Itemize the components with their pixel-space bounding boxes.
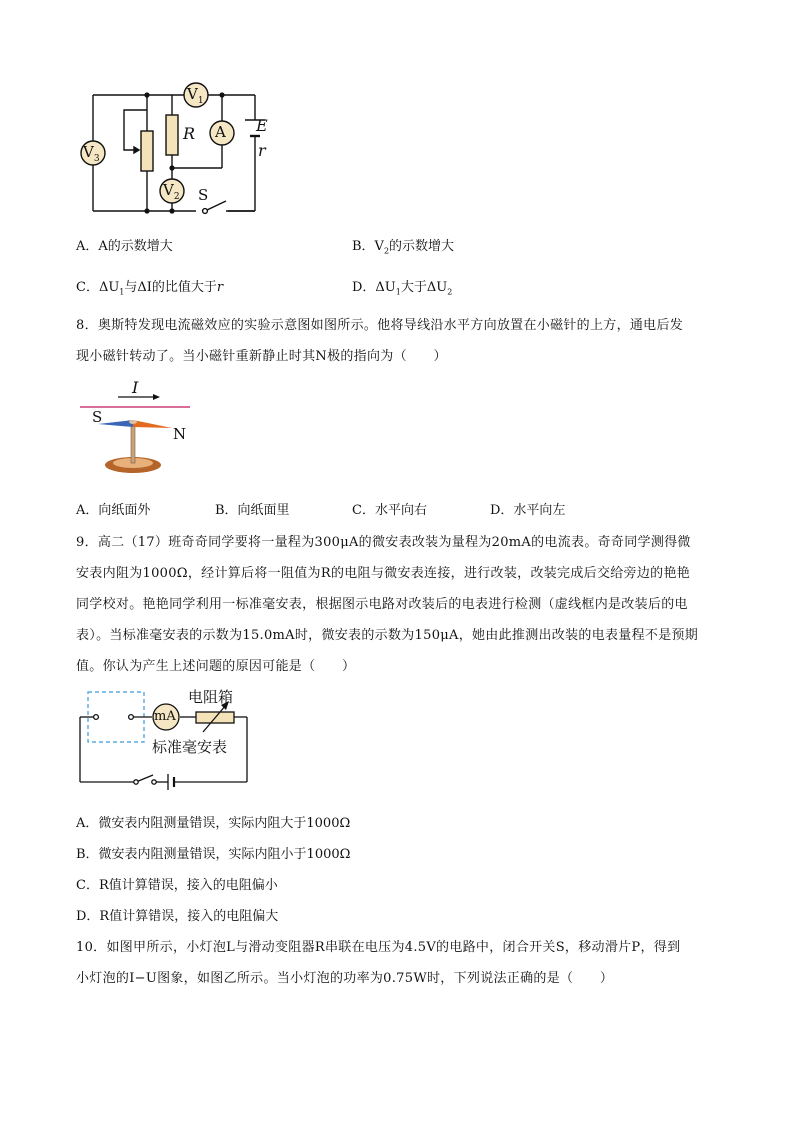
q7-ammeter-label: A bbox=[215, 123, 226, 141]
q8-current-label: I bbox=[132, 378, 139, 397]
q7-v3-label: $V_3$ bbox=[83, 143, 100, 164]
q9-option-b[interactable]: B．微安表内阻测量错误，实际内阻小于1000Ω bbox=[76, 847, 351, 862]
q9-stem-line-2: 安表内阻为1000Ω，经计算后将一阻值为R的电阻与微安表连接，进行改装，改装完成后交给旁边的艳艳 bbox=[76, 566, 691, 581]
q7-option-a[interactable]: A．A的示数增大 bbox=[76, 239, 173, 254]
q7-option-b[interactable]: B．$V_2$的示数增大 bbox=[352, 239, 455, 256]
q7-emf-label: E bbox=[256, 116, 268, 135]
q9-option-d[interactable]: D．R值计算错误，接入的电阻偏大 bbox=[76, 909, 279, 924]
q7-v1-label: $V_1$ bbox=[187, 85, 204, 106]
q9-meter-label: mA bbox=[154, 709, 176, 724]
q10-stem-line-2: 小灯泡的I−U图象，如图乙所示。当小灯泡的功率为0.75W时，下列说法正确的是（ ） bbox=[76, 971, 614, 986]
q7-v2-label: $V_2$ bbox=[163, 181, 180, 202]
q9-standard-meter-label: 标准毫安表 bbox=[152, 738, 228, 756]
q9-stem-line-4: 表）。当标准毫安表的示数为15.0mA时，微安表的示数为150μA，她由此推测出改装的电表量程不是预期 bbox=[76, 628, 699, 643]
q7-option-d[interactable]: D．$\Delta U_1$大于$\Delta U_2$ bbox=[352, 280, 453, 297]
q7-option-c[interactable]: C．$\Delta U_1$与ΔI的比值大于r bbox=[76, 280, 224, 297]
q9-stem-line-1: 9．高二（17）班奇奇同学要将一量程为300μA的微安表改装为量程为20mA的电流表。奇奇同学测得微 bbox=[76, 535, 691, 550]
q7-resistor-label: R bbox=[183, 124, 196, 143]
q8-south-label: S bbox=[92, 408, 103, 426]
q8-north-label: N bbox=[173, 425, 187, 443]
q8-option-a[interactable]: A．向纸面外 bbox=[76, 503, 151, 518]
q9-resistance-box-label: 电阻箱 bbox=[188, 688, 234, 706]
q8-stem-line-1: 8．奥斯特发现电流磁效应的实验示意图如图所示。他将导线沿水平方向放置在小磁针的上方，通电后发 bbox=[76, 318, 684, 333]
q7-internal-resistance-label: r bbox=[258, 141, 266, 160]
q9-stem-line-5: 值。你认为产生上述问题的原因可能是（ ） bbox=[76, 659, 356, 674]
q8-option-c[interactable]: C．水平向右 bbox=[352, 503, 427, 518]
q10-stem-line-1: 10．如图甲所示，小灯泡L与滑动变阻器R串联在电压为4.5V的电路中，闭合开关S，移动滑片P，得到 bbox=[76, 940, 681, 955]
q8-option-b[interactable]: B．向纸面里 bbox=[215, 503, 290, 518]
q9-stem-line-3: 同学校对。艳艳同学利用一标准毫安表，根据图示电路对改装后的电表进行检测（虚线框内是改装后的电 bbox=[76, 597, 688, 612]
q9-option-a[interactable]: A．微安表内阻测量错误，实际内阻大于1000Ω bbox=[76, 816, 351, 831]
q8-option-d[interactable]: D．水平向左 bbox=[490, 503, 566, 518]
q7-switch-label: S bbox=[198, 186, 209, 204]
q8-stem-line-2: 现小磁针转动了。当小磁针重新静止时其N极的指向为（ ） bbox=[76, 349, 447, 364]
q9-option-c[interactable]: C．R值计算错误，接入的电阻偏小 bbox=[76, 878, 278, 893]
